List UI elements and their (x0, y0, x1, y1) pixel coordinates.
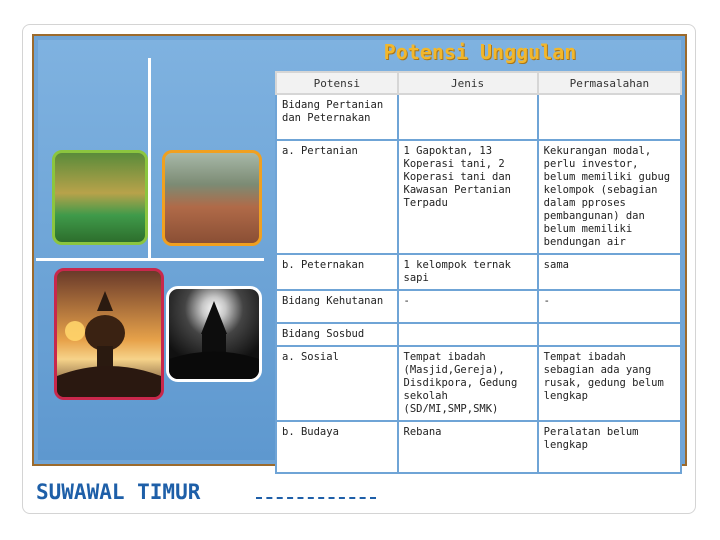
cell-permasalahan (538, 94, 681, 140)
cell-permasalahan: - (538, 290, 681, 323)
church-photo (166, 286, 262, 382)
mosque-photo (54, 268, 164, 400)
header-potensi: Potensi (276, 72, 398, 94)
cell-jenis: 1 Gapoktan, 13 Koperasi tani, 2 Koperasi tani dan Kawasan Pertanian Terpadu (398, 140, 538, 254)
farming-photo (52, 150, 148, 245)
cell-permasalahan: Tempat ibadah sebagian ada yang rusak, gedung belum lengkap (538, 346, 681, 421)
cell-permasalahan: Kekurangan modal, perlu investor, belum memiliki gubug kelompok (sebagian dalam pproses pembangunan) dan belum memiliki bendungan air (538, 140, 681, 254)
cell-potensi: Bidang Pertanian dan Peternakan (276, 94, 398, 140)
cell-jenis (398, 323, 538, 346)
horizontal-divider (36, 258, 264, 261)
slide-title: Potensi Unggulan (383, 40, 577, 64)
table-row (276, 346, 681, 421)
cell-permasalahan: sama (538, 254, 681, 290)
cell-jenis: Tempat ibadah (Masjid,Gereja), Disdikpora, Gedung sekolah (SD/MI,SMP,SMK) (398, 346, 538, 421)
cell-potensi: b. Budaya (276, 421, 398, 473)
cell-jenis (398, 94, 538, 140)
cell-potensi: a. Pertanian (276, 140, 398, 254)
cell-jenis: Rebana (398, 421, 538, 473)
livestock-photo (162, 150, 262, 246)
cell-jenis: - (398, 290, 538, 323)
footer-dash-line (256, 497, 376, 501)
table-row (276, 421, 681, 473)
cell-potensi: b. Peternakan (276, 254, 398, 290)
table-row (276, 140, 681, 254)
table-row (276, 323, 681, 346)
table-row (276, 290, 681, 323)
table-row (276, 254, 681, 290)
potential-table (275, 71, 682, 474)
footer-title: SUWAWAL TIMUR (36, 480, 201, 504)
cell-potensi: Bidang Kehutanan (276, 290, 398, 323)
cell-permasalahan (538, 323, 681, 346)
cell-jenis: 1 kelompok ternak sapi (398, 254, 538, 290)
header-permasalahan: Permasalahan (538, 72, 681, 94)
header-jenis: Jenis (398, 72, 538, 94)
cell-potensi: Bidang Sosbud (276, 323, 398, 346)
cell-permasalahan: Peralatan belum lengkap (538, 421, 681, 473)
table-row (276, 94, 681, 140)
vertical-divider (148, 58, 151, 258)
table-header-row (276, 72, 681, 94)
cell-potensi: a. Sosial (276, 346, 398, 421)
